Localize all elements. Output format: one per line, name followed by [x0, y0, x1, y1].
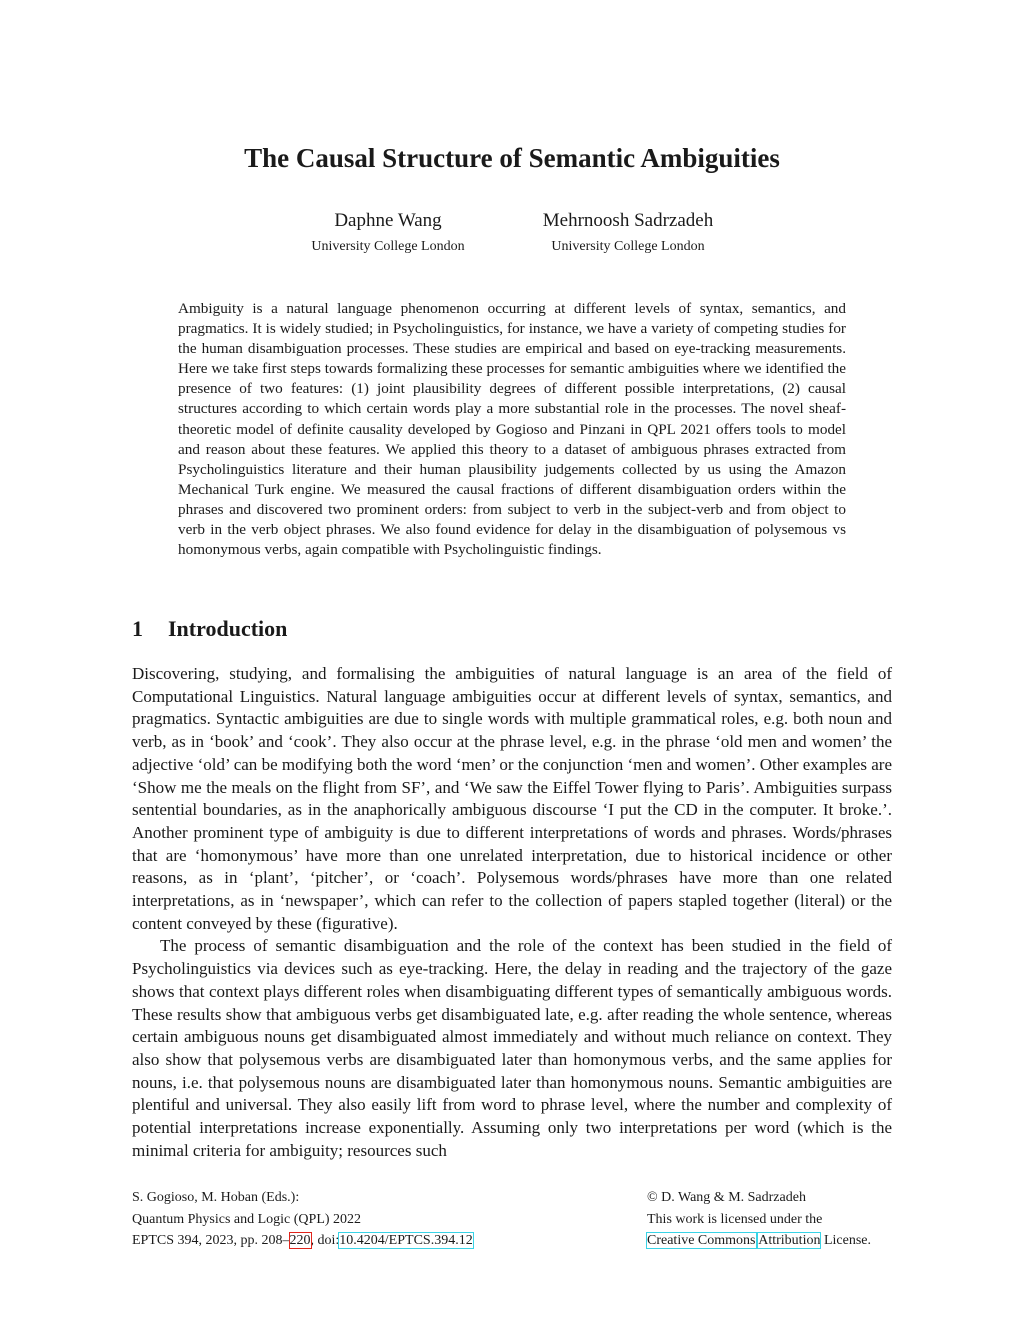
license-suffix: License. [820, 1233, 871, 1248]
citation-prefix: EPTCS 394, 2023, pp. 208– [132, 1233, 290, 1248]
paragraph: The process of semantic disambiguation and the role of the context has been studied in the field of Psycholinguistics via devices such as eye-tracking. Here, the delay in reading and the trajectory of the gaze shows that context plays different roles when disambiguating different types of semantically ambiguous words. These results show that ambiguous verbs get disambiguated late, e.g. after reading the whole sentence, whereas certain ambiguous nouns get disambiguated almost immediately and without much reliance on context. They also show that polysemous verbs are disambiguated later than homonymous verbs, and the same applies for nouns, i.e. that polysemous nouns are disambiguated later than homonymous nouns. Semantic ambiguities are plentiful and universal. They also easily lift from word to phrase level, where the number and complexity of potential interpretations increase exponentially. Assuming only two interpretations per word (which is the minimal criteria for ambiguity; resources such [132, 936, 892, 1160]
creative-commons-link[interactable]: Creative Commons [647, 1233, 756, 1248]
footer-license-links [647, 1230, 871, 1252]
abstract: Ambiguity is a natural language phenomenon occurring at different levels of syntax, semantics, and pragmatics. It is widely studied; in Psycholinguistics, for instance, we have a variety of competing studies for the human disambiguation processes. These studies are empirical and based on eye-tracking measurements. Here we take first steps towards formalizing these processes for semantic ambiguities where we identified the presence of two features: (1) joint plausibility degrees of different possible interpretations, (2) causal structures according to which certain words play a more substantial role in the processes. The novel sheaf-theoretic model of definite causality developed by Gogioso and Pinzani in QPL 2021 offers tools to model and reason about these features. We applied this theory to a dataset of ambiguous phrases extracted from Psycholinguistics literature and their human plausibility judgements collected by us using the Amazon Mechanical Turk engine. We measured the causal fractions of different disambiguation orders within the phrases and discovered two prominent orders: from subject to verb in the subject-verb and from object to verb in the verb object phrases. We also found evidence for delay in the disambiguation of polysemous vs homonymous verbs, again compatible with Psycholinguistic findings. [178, 300, 846, 559]
last-page-link[interactable]: 220 [289, 1233, 311, 1248]
footer-citation-line [132, 1230, 473, 1252]
footer-license [647, 1187, 871, 1252]
author-affiliation: University College London [551, 239, 705, 254]
author-affiliation: University College London [311, 239, 465, 254]
doi-prefix: , doi: [310, 1233, 340, 1248]
author-name: Daphne Wang [334, 210, 442, 231]
section-number: 1 [132, 616, 143, 641]
paragraph: Discovering, studying, and formalising the ambiguities of natural language is an area of the field of Computational Linguistics. Natural language ambiguities occur at different levels of syntax, semantics, and pragmatics. Syntactic ambiguities are due to single words with multiple grammatical roles, e.g. both noun and verb, as in ‘book’ and ‘cook’. They also occur at the phrase level, e.g. in the phrase ‘old men and women’ the adjective ‘old’ can be modifying both the word ‘men’ or the conjunction ‘men and women’. Other examples are ‘Show me the meals on the flight from SF’, and ‘We saw the Eiffel Tower flying to Paris’. Ambiguities surpass sentential boundaries, as in the anaphorically ambiguous discourse ‘I put the CD in the computer. It broke.’. Another prominent type of ambiguity is due to different interpretations of words and phrases. Words/phrases that are ‘homonymous’ have more than one unrelated interpretation, due to historical incidence or other reasons, as in ‘plant’, ‘pitcher’, or ‘coach’. Polysemous words/phrases have more than one related interpretations, as in ‘newspaper’, which can refer to the collection of papers stapled together (literal) or the content conveyed by these (figurative). [132, 664, 892, 933]
footer-license-line: This work is licensed under the [647, 1211, 823, 1227]
footer-editors: S. Gogioso, M. Hoban (Eds.): [132, 1190, 300, 1205]
footer-copyright: © D. Wang & M. Sadrzadeh [647, 1190, 806, 1205]
footer-venue: Quantum Physics and Logic (QPL) 2022 [132, 1211, 362, 1227]
attribution-link[interactable]: Attribution [758, 1233, 821, 1248]
footer-citation [132, 1187, 473, 1252]
doi-link[interactable]: 10.4204/EPTCS.394.12 [339, 1233, 473, 1248]
author-name: Mehrnoosh Sadrzadeh [542, 210, 714, 231]
section-heading [132, 614, 287, 644]
author-block-2 [478, 208, 778, 258]
introduction-body [132, 663, 892, 1162]
section-title: Introduction [168, 616, 288, 641]
paper-title: The Causal Structure of Semantic Ambiguities [244, 143, 780, 173]
